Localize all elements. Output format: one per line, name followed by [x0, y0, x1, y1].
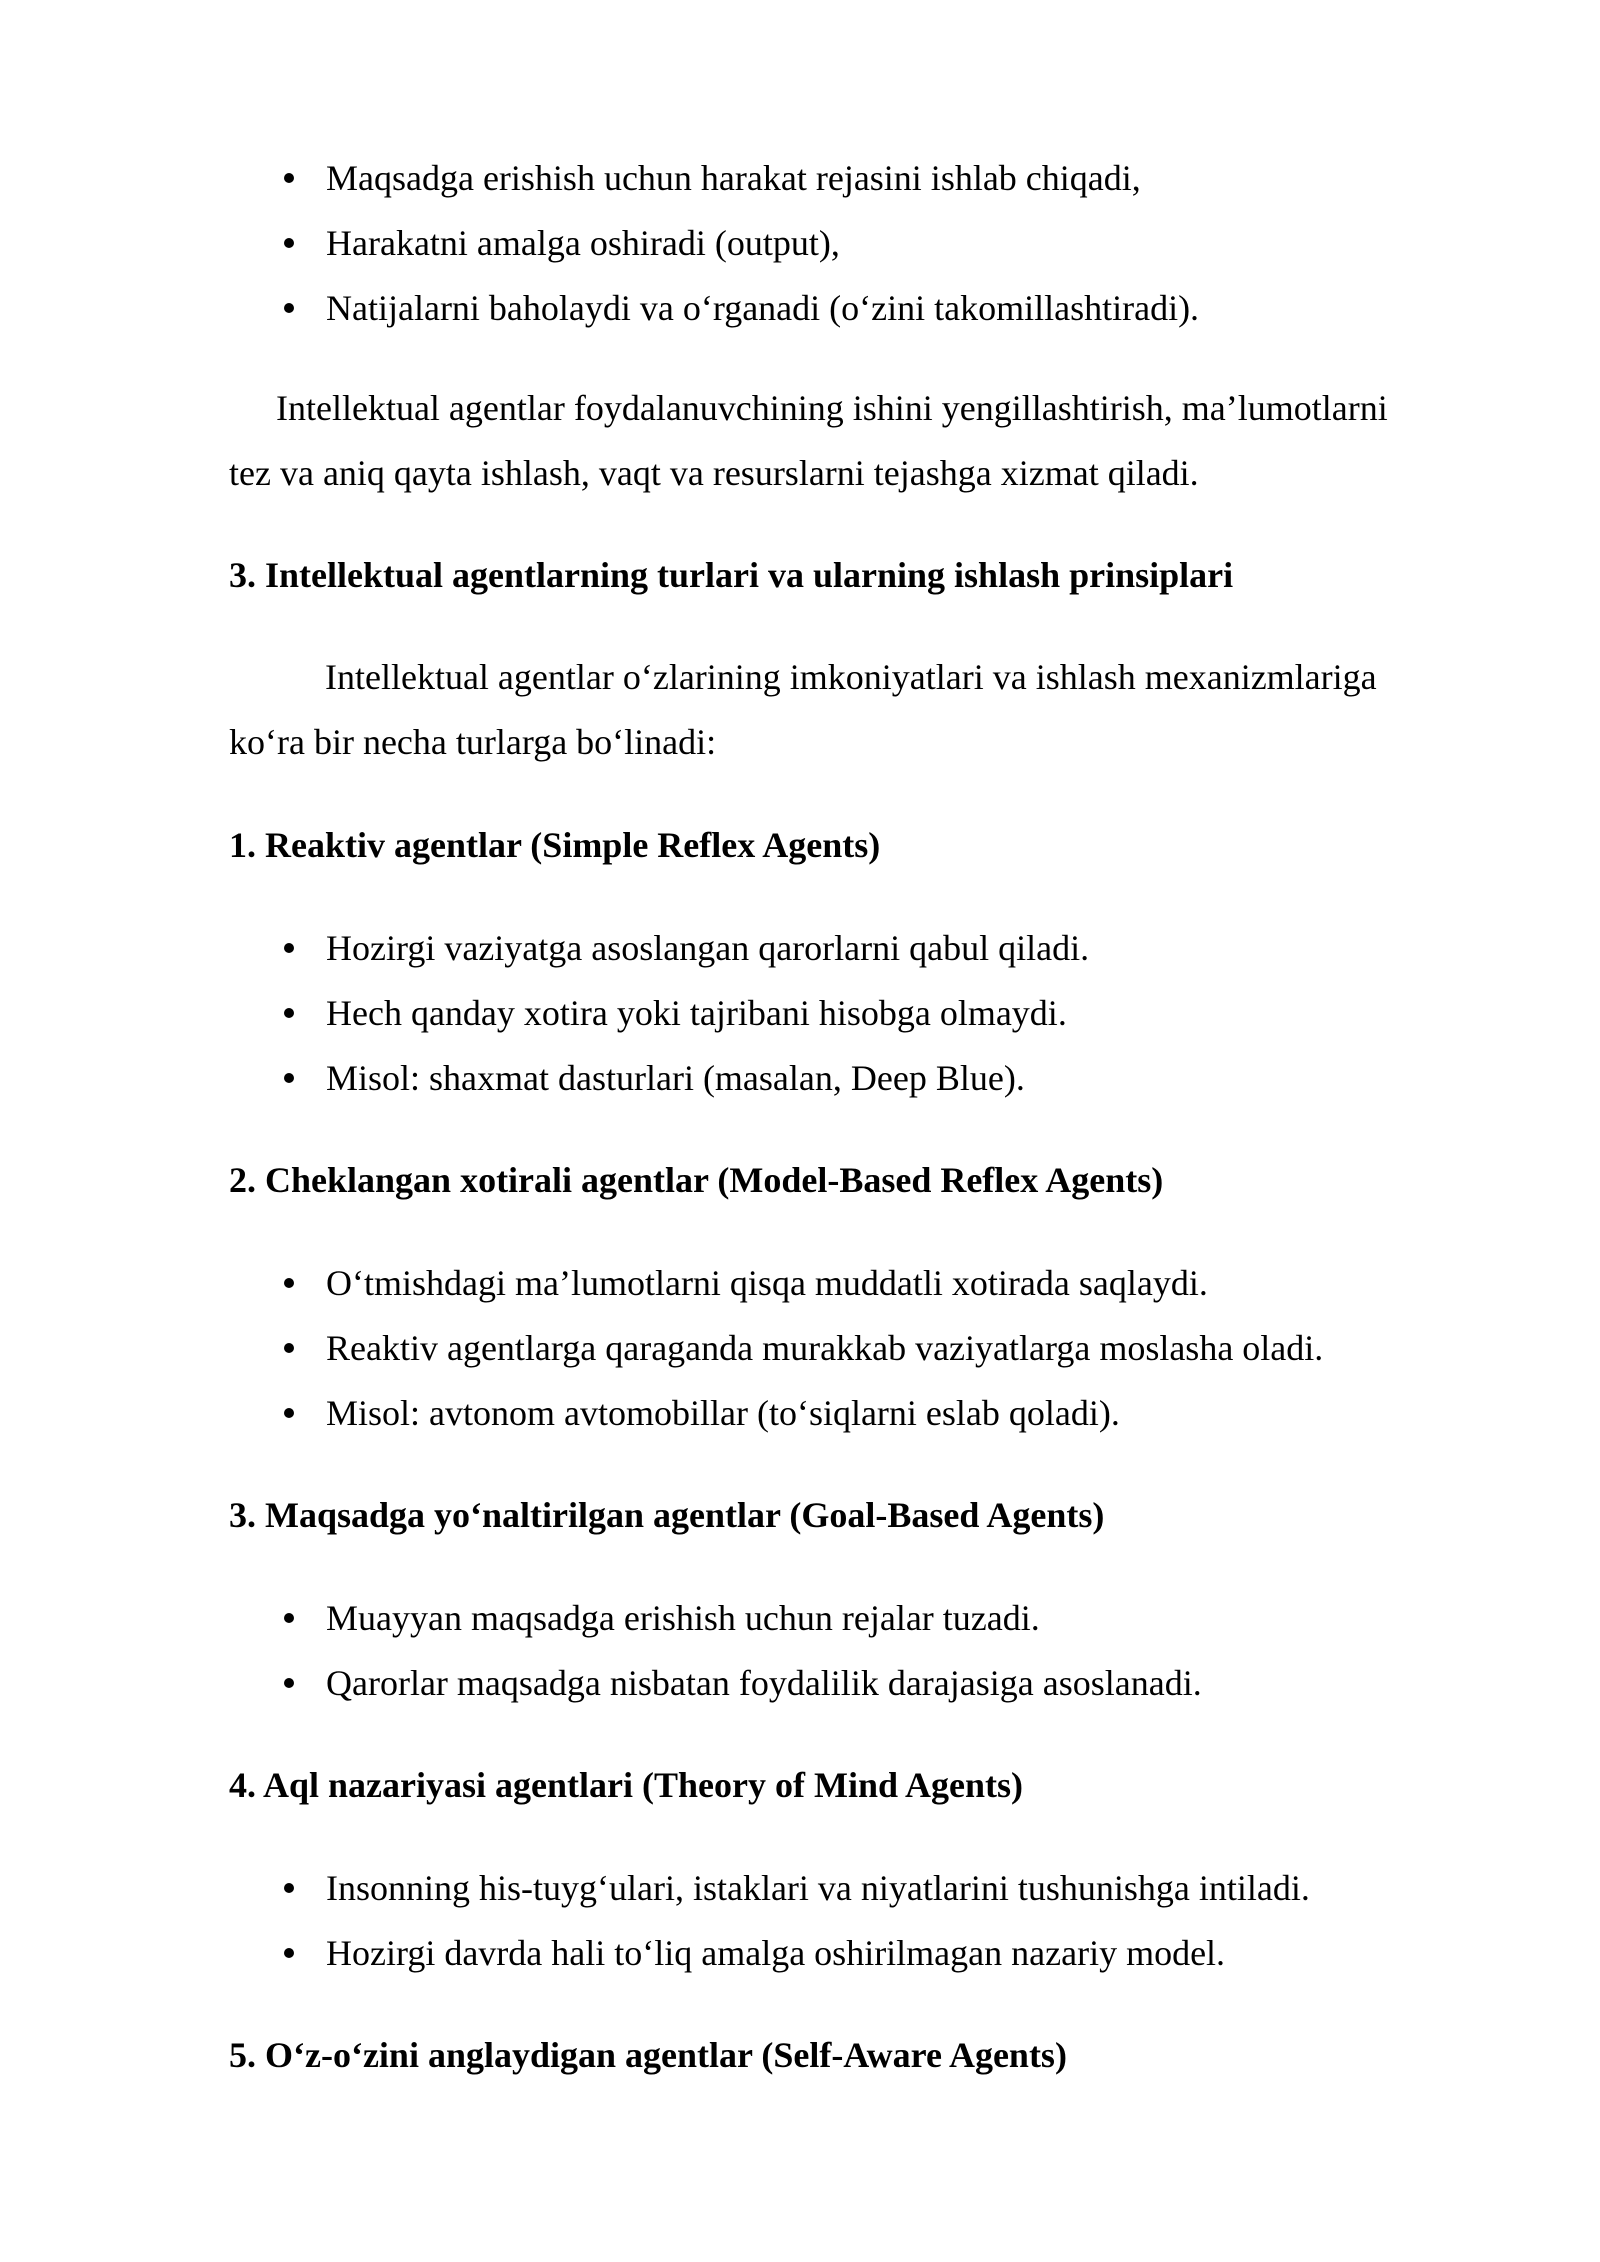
paragraph-line: ko‘ra bir necha turlarga bo‘linadi: [229, 722, 717, 762]
list-item: Harakatni amalga oshiradi (output), [326, 223, 840, 263]
list-item: Misol: shaxmat dasturlari (masalan, Deep Blue). [326, 1058, 1025, 1098]
bullet-dot [284, 1883, 294, 1893]
bullet-dot [284, 1278, 294, 1288]
subsection-heading: 4. Aql nazariyasi agentlari (Theory of Mind Agents) [229, 1765, 1023, 1805]
bullet-dot [284, 1073, 294, 1083]
list-item: Natijalarni baholaydi va o‘rganadi (o‘zini takomillashtiradi). [326, 288, 1200, 328]
bullet-dot [284, 1678, 294, 1688]
list-item: Hozirgi davrda hali to‘liq amalga oshirilmagan nazariy model. [326, 1933, 1226, 1973]
subsection-heading: 1. Reaktiv agentlar (Simple Reflex Agents) [229, 825, 881, 865]
list-item: O‘tmishdagi ma’lumotlarni qisqa muddatli xotirada saqlaydi. [326, 1263, 1208, 1303]
section-heading: 3. Intellektual agentlarning turlari va ularning ishlash prinsiplari [229, 555, 1234, 595]
list-item: Insonning his-tuyg‘ulari, istaklari va niyatlarini tushunishga intiladi. [326, 1868, 1310, 1908]
subsection-heading: 2. Cheklangan xotirali agentlar (Model-Based Reflex Agents) [229, 1160, 1164, 1200]
paragraph-line: Intellektual agentlar o‘zlarining imkoniyatlari va ishlash mexanizmlariga [325, 657, 1377, 697]
subsection-heading: 5. O‘z-o‘zini anglaydigan agentlar (Self-Aware Agents) [229, 2035, 1067, 2075]
list-item: Qarorlar maqsadga nisbatan foydalilik darajasiga asoslanadi. [326, 1663, 1202, 1703]
bullet-dot [284, 303, 294, 313]
bullet-dot [284, 1613, 294, 1623]
bullet-dot [284, 1008, 294, 1018]
bullet-dot [284, 1408, 294, 1418]
list-item: Hozirgi vaziyatga asoslangan qarorlarni qabul qiladi. [326, 928, 1090, 968]
paragraph-line: Intellektual agentlar foydalanuvchining ishini yengillashtirish, ma’lumotlarni [276, 388, 1388, 428]
list-item: Maqsadga erishish uchun harakat rejasini ishlab chiqadi, [326, 158, 1141, 198]
list-item: Reaktiv agentlarga qaraganda murakkab vaziyatlarga moslasha oladi. [326, 1328, 1324, 1368]
bullet-dot [284, 1948, 294, 1958]
bullet-dot [284, 943, 294, 953]
list-item: Hech qanday xotira yoki tajribani hisobga olmaydi. [326, 993, 1067, 1033]
subsection-heading: 3. Maqsadga yo‘naltirilgan agentlar (Goal-Based Agents) [229, 1495, 1105, 1535]
paragraph-line: tez va aniq qayta ishlash, vaqt va resurslarni tejashga xizmat qiladi. [229, 453, 1199, 493]
bullet-dot [284, 1343, 294, 1353]
bullet-dot [284, 173, 294, 183]
list-item: Muayyan maqsadga erishish uchun rejalar tuzadi. [326, 1598, 1040, 1638]
bullet-dot [284, 238, 294, 248]
list-item: Misol: avtonom avtomobillar (to‘siqlarni eslab qoladi). [326, 1393, 1120, 1433]
